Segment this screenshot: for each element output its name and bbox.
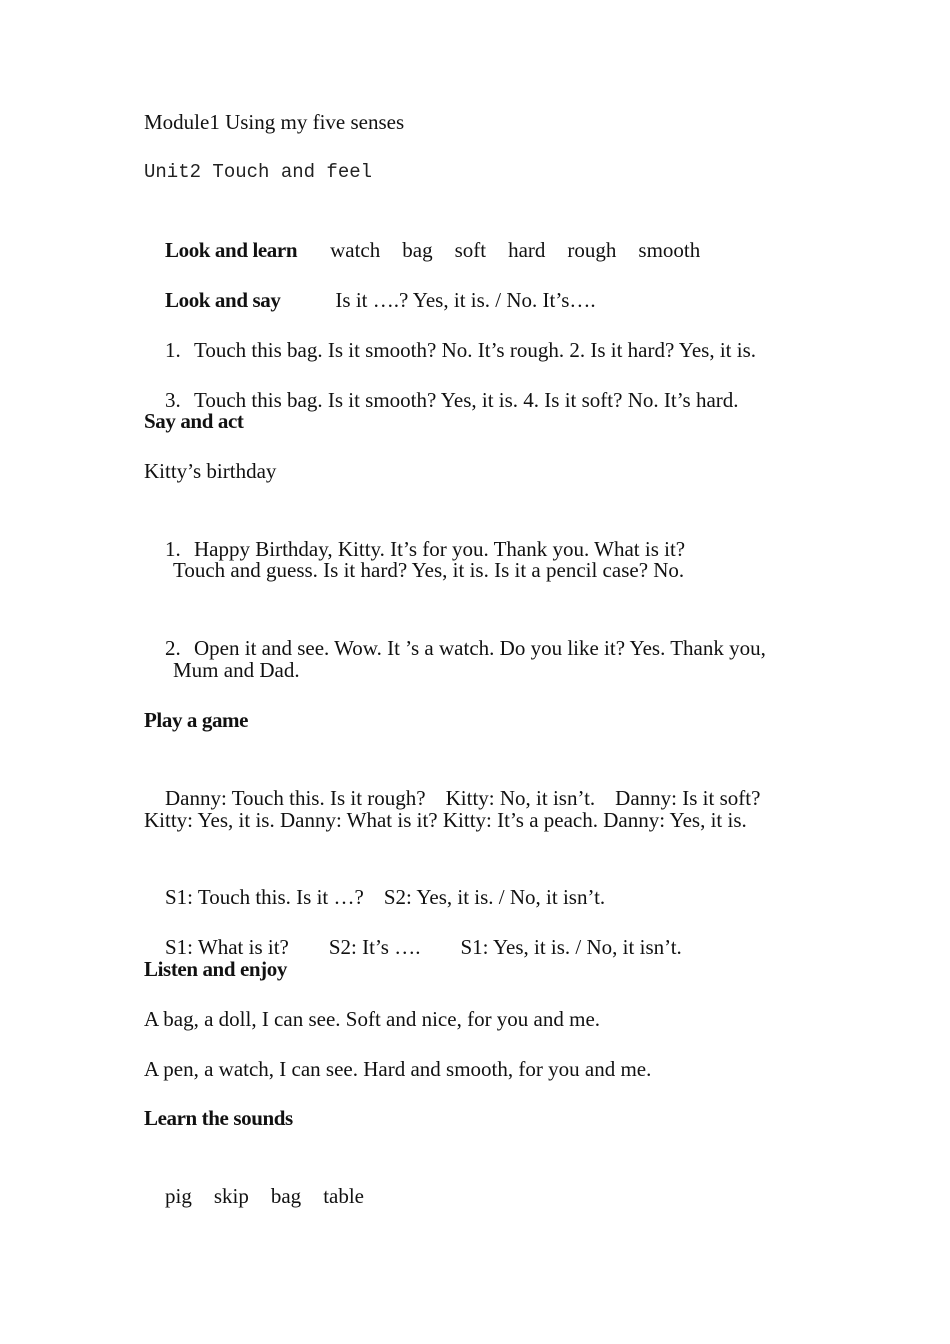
vocab-word: hard: [508, 238, 546, 262]
rhyme-line: A pen, a watch, I can see. Hard and smooth, for you and me.: [144, 1057, 652, 1081]
vocab-word: rough: [567, 238, 617, 262]
vocab-word: watch: [330, 238, 381, 262]
dialogue-part: Danny: Is it soft?: [615, 786, 761, 810]
vocab-word: smooth: [638, 238, 701, 262]
dialogue-part: S1: Touch this. Is it …?: [165, 885, 364, 909]
item-number: 1.: [165, 537, 181, 561]
module-title: Module1 Using my five senses: [144, 110, 405, 134]
item-number: 1.: [165, 338, 181, 362]
item-text: Happy Birthday, Kitty. It’s for you. Thank you. What is it?: [194, 537, 686, 561]
rhyme-line: A bag, a doll, I can see. Soft and nice, for you and me.: [144, 1007, 601, 1031]
item-number: 2.: [165, 636, 181, 660]
dialogue-part: S1: Yes, it is. / No, it isn’t.: [460, 935, 682, 959]
dialogue-part: Kitty: No, it isn’t.: [445, 786, 596, 810]
sound-word: table: [323, 1184, 364, 1208]
story-item-continuation: Touch and guess. Is it hard? Yes, it is. Is it a pencil case? No.: [173, 558, 685, 582]
look-say-heading: Look and say: [165, 288, 281, 312]
dialogue-part: S1: What is it?: [165, 935, 289, 959]
unit-title: Unit2 Touch and feel: [144, 161, 373, 183]
sound-word: pig: [165, 1184, 192, 1208]
play-game-heading: Play a game: [144, 708, 249, 732]
dialogue-part: S2: Yes, it is. / No, it isn’t.: [383, 885, 606, 909]
look-learn-heading: Look and learn: [165, 238, 298, 262]
vocab-word: bag: [402, 238, 433, 262]
sound-word: skip: [213, 1184, 249, 1208]
learn-sounds-heading: Learn the sounds: [144, 1106, 293, 1130]
dialogue-part: S2: It’s ….: [328, 935, 421, 959]
item-text: Touch this bag. Is it smooth? No. It’s rough. 2. Is it hard? Yes, it is.: [194, 338, 757, 362]
item-number: 3.: [165, 388, 181, 412]
say-act-heading: Say and act: [144, 409, 244, 433]
item-text: Touch this bag. Is it smooth? Yes, it is. 4. Is it soft? No. It’s hard.: [194, 388, 739, 412]
dialogue-part: Danny: Touch this. Is it rough?: [165, 786, 426, 810]
item-text: Open it and see. Wow. It ’s a watch. Do you like it? Yes. Thank you,: [194, 636, 766, 660]
look-say-pattern: Is it ….? Yes, it is. / No. It’s….: [335, 288, 596, 312]
sound-word: bag: [270, 1184, 302, 1208]
dialogue-line: Kitty: Yes, it is. Danny: What is it? Kitty: It’s a peach. Danny: Yes, it is.: [144, 808, 747, 832]
story-title: Kitty’s birthday: [144, 459, 277, 483]
sounds-words-row: [144, 1154, 364, 1238]
vocab-word: soft: [454, 238, 487, 262]
listen-enjoy-heading: Listen and enjoy: [144, 957, 287, 981]
story-item-continuation: Mum and Dad.: [173, 658, 300, 682]
